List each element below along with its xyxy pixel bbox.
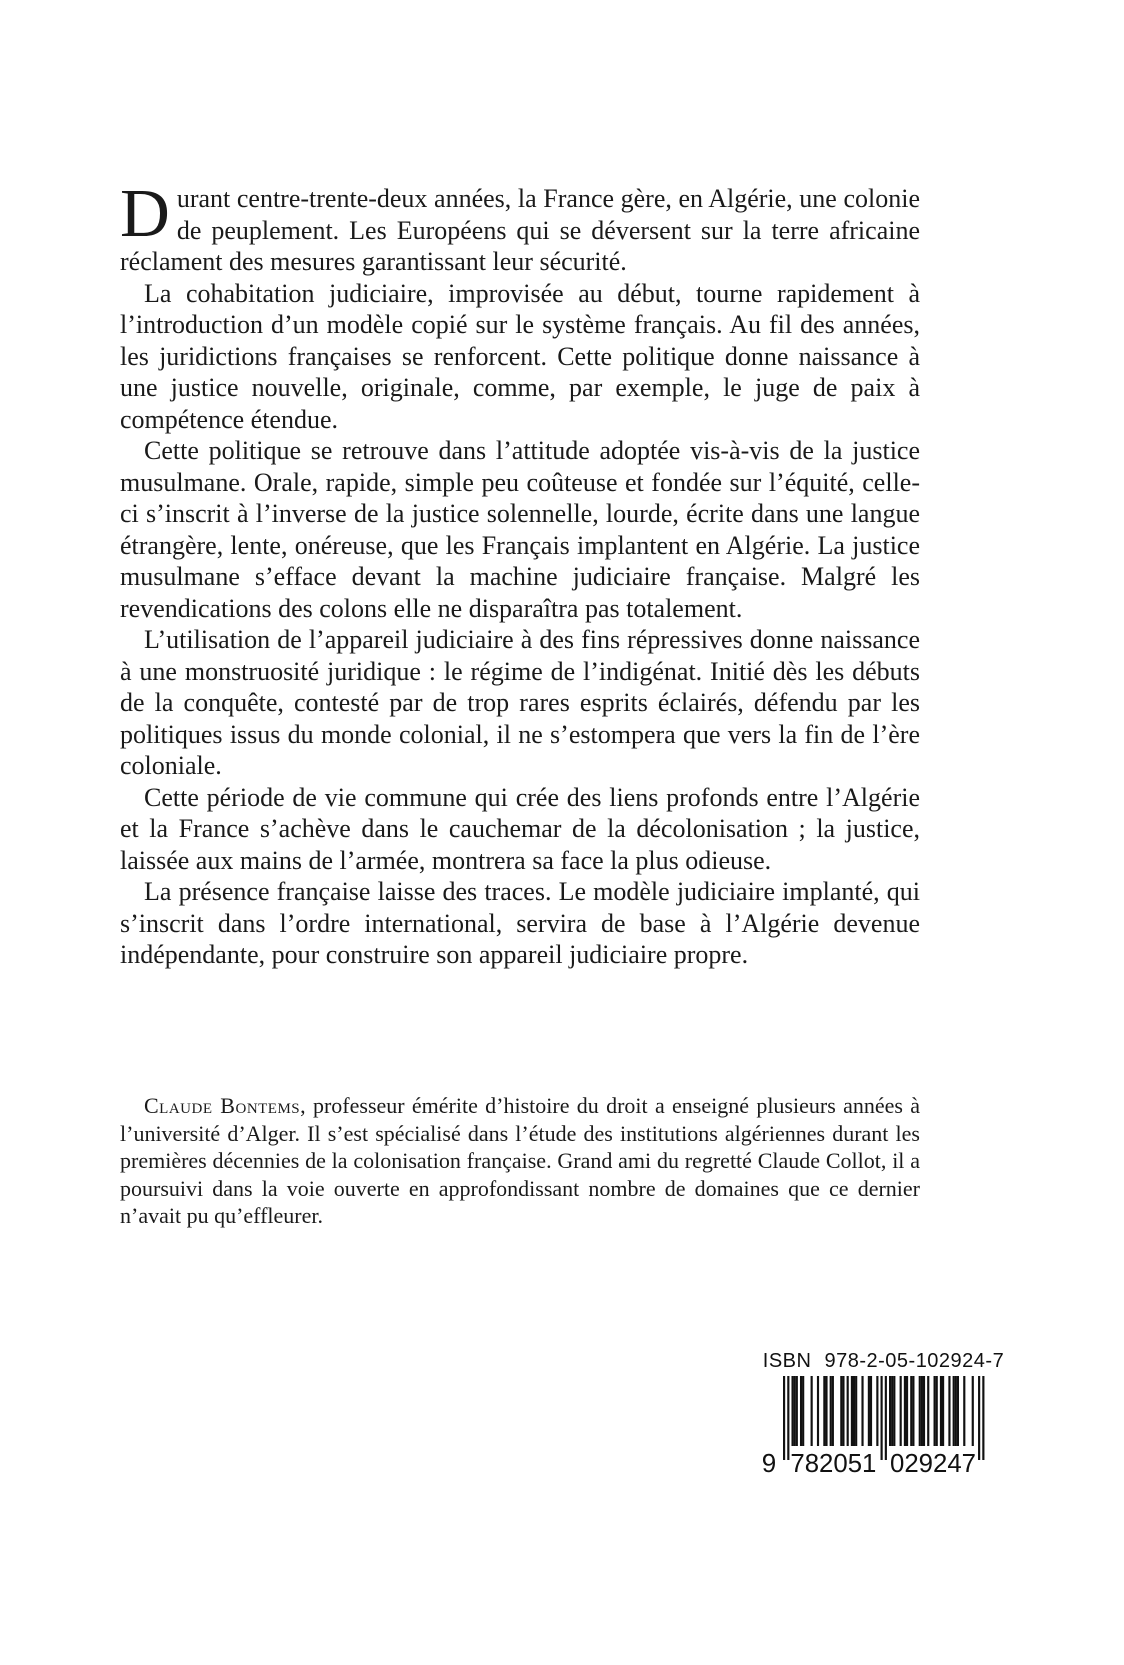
isbn-label	[762, 1350, 1005, 1372]
svg-text:9: 9	[761, 1448, 777, 1476]
author-bio-block	[120, 1092, 920, 1230]
isbn-label-prefix: ISBN	[762, 1350, 812, 1372]
isbn-barcode-block	[761, 1350, 1005, 1476]
synopsis-paragraph-1-text: urant centre-trente-deux années, la France gère, en Algérie, une colonie de peuplement. Les Européens qui se déversent sur la terre africaine réclament des mesures garantissant leur sécurité.	[120, 184, 920, 276]
synopsis-paragraph-2: La cohabitation judiciaire, improvisée au début, tourne rapidement à l’introduction d’un modèle copié sur le système français. Au fil des années, les juridictions françaises se renforcent. Cette politique donne naissance à une justice nouvelle, originale, comme, par exemple, le juge de paix à compétence étendue.	[120, 278, 920, 434]
synopsis-paragraph-1	[120, 175, 920, 278]
synopsis-paragraph-5: Cette période de vie commune qui crée des liens profonds entre l’Algérie et la France s’achève dans le cauchemar de la décolonisation ; la justice, laissée aux mains de l’armée, montrera sa face la plus odieuse.	[120, 782, 920, 875]
synopsis-paragraph-4: L’utilisation de l’appareil judiciaire à des fins répressives donne naissance à une monstruosité juridique : le régime de l’indigénat. Initié dès les débuts de la conquête, contesté par de trop rares esprits éclairés, défendu par les politiques issus du monde colonial, il ne s’estompera que vers la fin de l’ère coloniale.	[120, 625, 920, 780]
isbn-number: 978-2-05-102924-7	[824, 1350, 1005, 1372]
svg-text:029247: 029247	[890, 1448, 976, 1476]
author-bio-paragraph	[120, 1092, 920, 1230]
synopsis-block	[120, 175, 920, 971]
author-name: Claude Bontems	[144, 1093, 301, 1118]
drop-cap-letter: D	[120, 175, 170, 251]
author-bio-text: , professeur émérite d’histoire du droit a enseigné plusieurs années à l’université d’Alger. Il s’est spécialisé dans l’étude des institutions algériennes durant les premières décennies de la colonisation française. Grand ami du regretté Claude Collot, il a poursuivi dans la voie ouverte en approfondissant nombre de domaines que ce dernier n’avait pu qu’effleurer.	[120, 1093, 920, 1228]
svg-text:782051: 782051	[790, 1448, 877, 1476]
synopsis-paragraph-6: La présence française laisse des traces. Le modèle judiciaire implanté, qui s’inscrit dans l’ordre international, servira de base à l’Algérie devenue indépendante, pour construire son appareil judiciaire propre.	[120, 877, 920, 969]
ean13-barcode	[761, 1376, 991, 1476]
synopsis-paragraph-3: Cette politique se retrouve dans l’attitude adoptée vis-à-vis de la justice musulmane. Orale, rapide, simple peu coûteuse et fondée sur l’équité, celle-ci s’inscrit à l’inverse de la justice solennelle, lourde, écrite dans une langue étrangère, lente, onéreuse, que les Français implantent en Algérie. La justice musulmane s’efface devant la machine judiciaire française. Malgré les revendications des colons elle ne disparaîtra pas totalement.	[120, 436, 920, 623]
